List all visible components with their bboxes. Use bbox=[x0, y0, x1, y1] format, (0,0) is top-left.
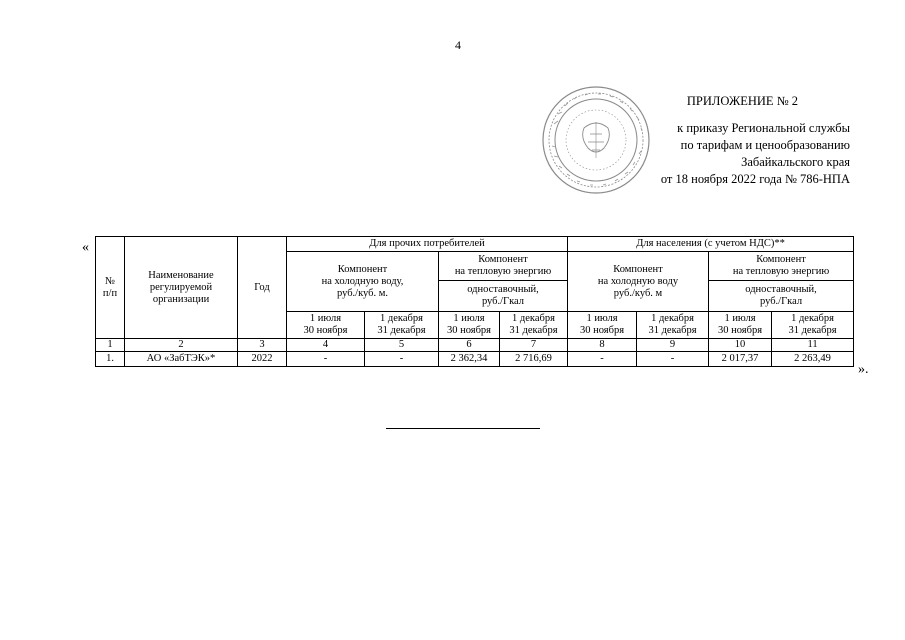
header-organization: Наименование регулируемой организации bbox=[125, 237, 238, 339]
cell-value: - bbox=[637, 352, 709, 367]
cell-value: 2 263,49 bbox=[772, 352, 854, 367]
appendix-title: ПРИЛОЖЕНИЕ № 2 bbox=[686, 94, 798, 108]
cell-value: - bbox=[287, 352, 365, 367]
appendix-line-1: к приказу Региональной службы bbox=[677, 121, 850, 135]
cell-organization: АО «ЗабТЭК»* bbox=[125, 352, 238, 367]
column-number: 2 bbox=[125, 339, 238, 352]
header-heat-population: Компонент на тепловую энергию bbox=[709, 252, 854, 281]
opening-quote: « bbox=[82, 240, 89, 255]
header-cold-water-other: Компонент на холодную воду, руб./куб. м. bbox=[287, 252, 439, 312]
period-header: 1 декабря 31 декабря bbox=[500, 312, 568, 339]
table-row bbox=[96, 352, 854, 367]
period-header: 1 декабря 31 декабря bbox=[637, 312, 709, 339]
cell-year: 2022 bbox=[238, 352, 287, 367]
column-number: 6 bbox=[439, 339, 500, 352]
period-header: 1 июля 30 ноября bbox=[709, 312, 772, 339]
header-population: Для населения (с учетом НДС)** bbox=[568, 237, 854, 252]
page-number: 4 bbox=[455, 38, 461, 52]
column-number: 8 bbox=[568, 339, 637, 352]
period-header: 1 июля 30 ноября bbox=[287, 312, 365, 339]
column-number: 7 bbox=[500, 339, 568, 352]
column-number: 11 bbox=[772, 339, 854, 352]
closing-quote: ». bbox=[858, 362, 869, 377]
divider-line bbox=[386, 428, 540, 429]
period-header: 1 декабря 31 декабря bbox=[365, 312, 439, 339]
tariff-table bbox=[95, 236, 854, 367]
cell-number: 1. bbox=[96, 352, 125, 367]
cell-value: 2 017,37 bbox=[709, 352, 772, 367]
column-number: 4 bbox=[287, 339, 365, 352]
cell-value: 2 716,69 bbox=[500, 352, 568, 367]
header-other-consumers: Для прочих потребителей bbox=[287, 237, 568, 252]
appendix-line-3: Забайкальского края bbox=[741, 155, 850, 169]
period-header: 1 декабря 31 декабря bbox=[772, 312, 854, 339]
header-heat-other: Компонент на тепловую энергию bbox=[439, 252, 568, 281]
column-number-row bbox=[96, 339, 854, 352]
header-number: № п/п bbox=[96, 237, 125, 339]
period-header: 1 июля 30 ноября bbox=[439, 312, 500, 339]
appendix-line-2: по тарифам и ценообразованию bbox=[680, 138, 850, 152]
cell-value: - bbox=[568, 352, 637, 367]
cell-value: 2 362,34 bbox=[439, 352, 500, 367]
cell-value: - bbox=[365, 352, 439, 367]
column-number: 5 bbox=[365, 339, 439, 352]
appendix-line-4: от 18 ноября 2022 года № 786-НПА bbox=[660, 172, 850, 186]
header-year: Год bbox=[238, 237, 287, 339]
header-one-rate-population: одноставочный, руб./Гкал bbox=[709, 281, 854, 312]
header-cold-water-population: Компонент на холодную воду руб./куб. м bbox=[568, 252, 709, 312]
column-number: 1 bbox=[96, 339, 125, 352]
period-header: 1 июля 30 ноября bbox=[568, 312, 637, 339]
column-number: 10 bbox=[709, 339, 772, 352]
column-number: 3 bbox=[238, 339, 287, 352]
header-one-rate-other: одноставочный, руб./Гкал bbox=[439, 281, 568, 312]
appendix-header bbox=[590, 93, 850, 188]
column-number: 9 bbox=[637, 339, 709, 352]
